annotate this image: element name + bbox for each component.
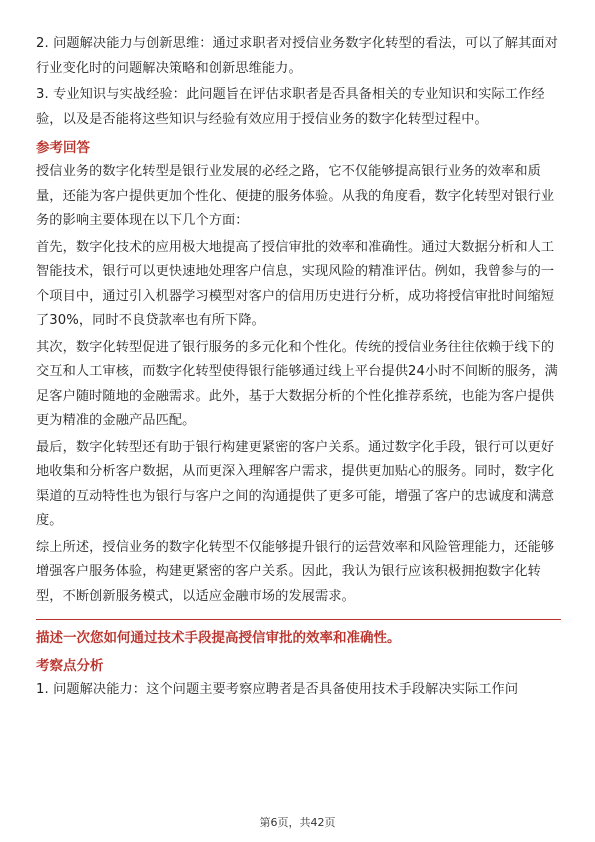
next-question-title: 描述一次您如何通过技术手段提高授信审批的效率和准确性。 xyxy=(36,630,401,646)
analysis-point-1: 1. 问题解决能力：这个问题主要考察应聘者是否具备使用技术手段解决实际工作问 xyxy=(36,682,519,697)
intro-point-3: 3. 专业知识与实战经验：此问题旨在评估求职者是否具备相关的专业知识和实际工作经验，以及是否能将这些知识与经验有效应用于授信业务的数字化转型过程中。 xyxy=(36,87,545,127)
answer-heading: 参考回答 xyxy=(36,140,90,156)
answer-paragraph-second: 其次，数字化转型促进了银行服务的多元化和个性化。传统的授信业务往往依赖于线下的交互和人工审核，而数字化转型使得银行能够通过线上平台提供24小时不间断的服务，满足客户随时随地的金融需求。此外，基于大数据分析的个性化推荐系统，也能为客户提供更为精准的金融产品匹配。 xyxy=(36,339,558,428)
intro-point-2: 2. 问题解决能力与创新思维：通过求职者对授信业务数字化转型的看法，可以了解其面对行业变化时的问题解决策略和创新思维能力。 xyxy=(36,36,558,76)
answer-paragraph-last: 最后，数字化转型还有助于银行构建更紧密的客户关系。通过数字化手段，银行可以更好地收集和分析客户数据，从而更深入理解客户需求，提供更加贴心的服务。同时，数字化渠道的互动特性也为银行与客户之间的沟通提供了更多可能，增强了客户的忠诚度和满意度。 xyxy=(36,439,555,528)
answer-paragraph-first: 首先，数字化技术的应用极大地提高了授信审批的效率和准确性。通过大数据分析和人工智能技术，银行可以更快速地处理客户信息，实现风险的精准评估。例如，我曾参与的一个项目中，通过引入机器学习模型对客户的信用历史进行分析，成功将授信审批时间缩短了30%，同时不良贷款率也有所下降。 xyxy=(36,239,555,328)
answer-paragraph-intro: 授信业务的数字化转型是银行业发展的必经之路，它不仅能够提高银行业务的效率和质量，还能为客户提供更加个性化、便捷的服务体验。从我的角度看，数字化转型对银行业务的影响主要体现在以下几个方面： xyxy=(36,164,555,228)
document-body xyxy=(36,32,561,705)
analysis-heading: 考察点分析 xyxy=(36,658,104,674)
next-question-section xyxy=(36,619,561,650)
page-number-footer: 第6页，共42页 xyxy=(259,816,336,829)
answer-paragraph-summary: 综上所述，授信业务的数字化转型不仅能够提升银行的运营效率和风险管理能力，还能够增强客户服务体验，构建更紧密的客户关系。因此，我认为银行应该积极拥抱数字化转型，不断创新服务模式，以适应金融市场的发展需求。 xyxy=(36,539,555,604)
